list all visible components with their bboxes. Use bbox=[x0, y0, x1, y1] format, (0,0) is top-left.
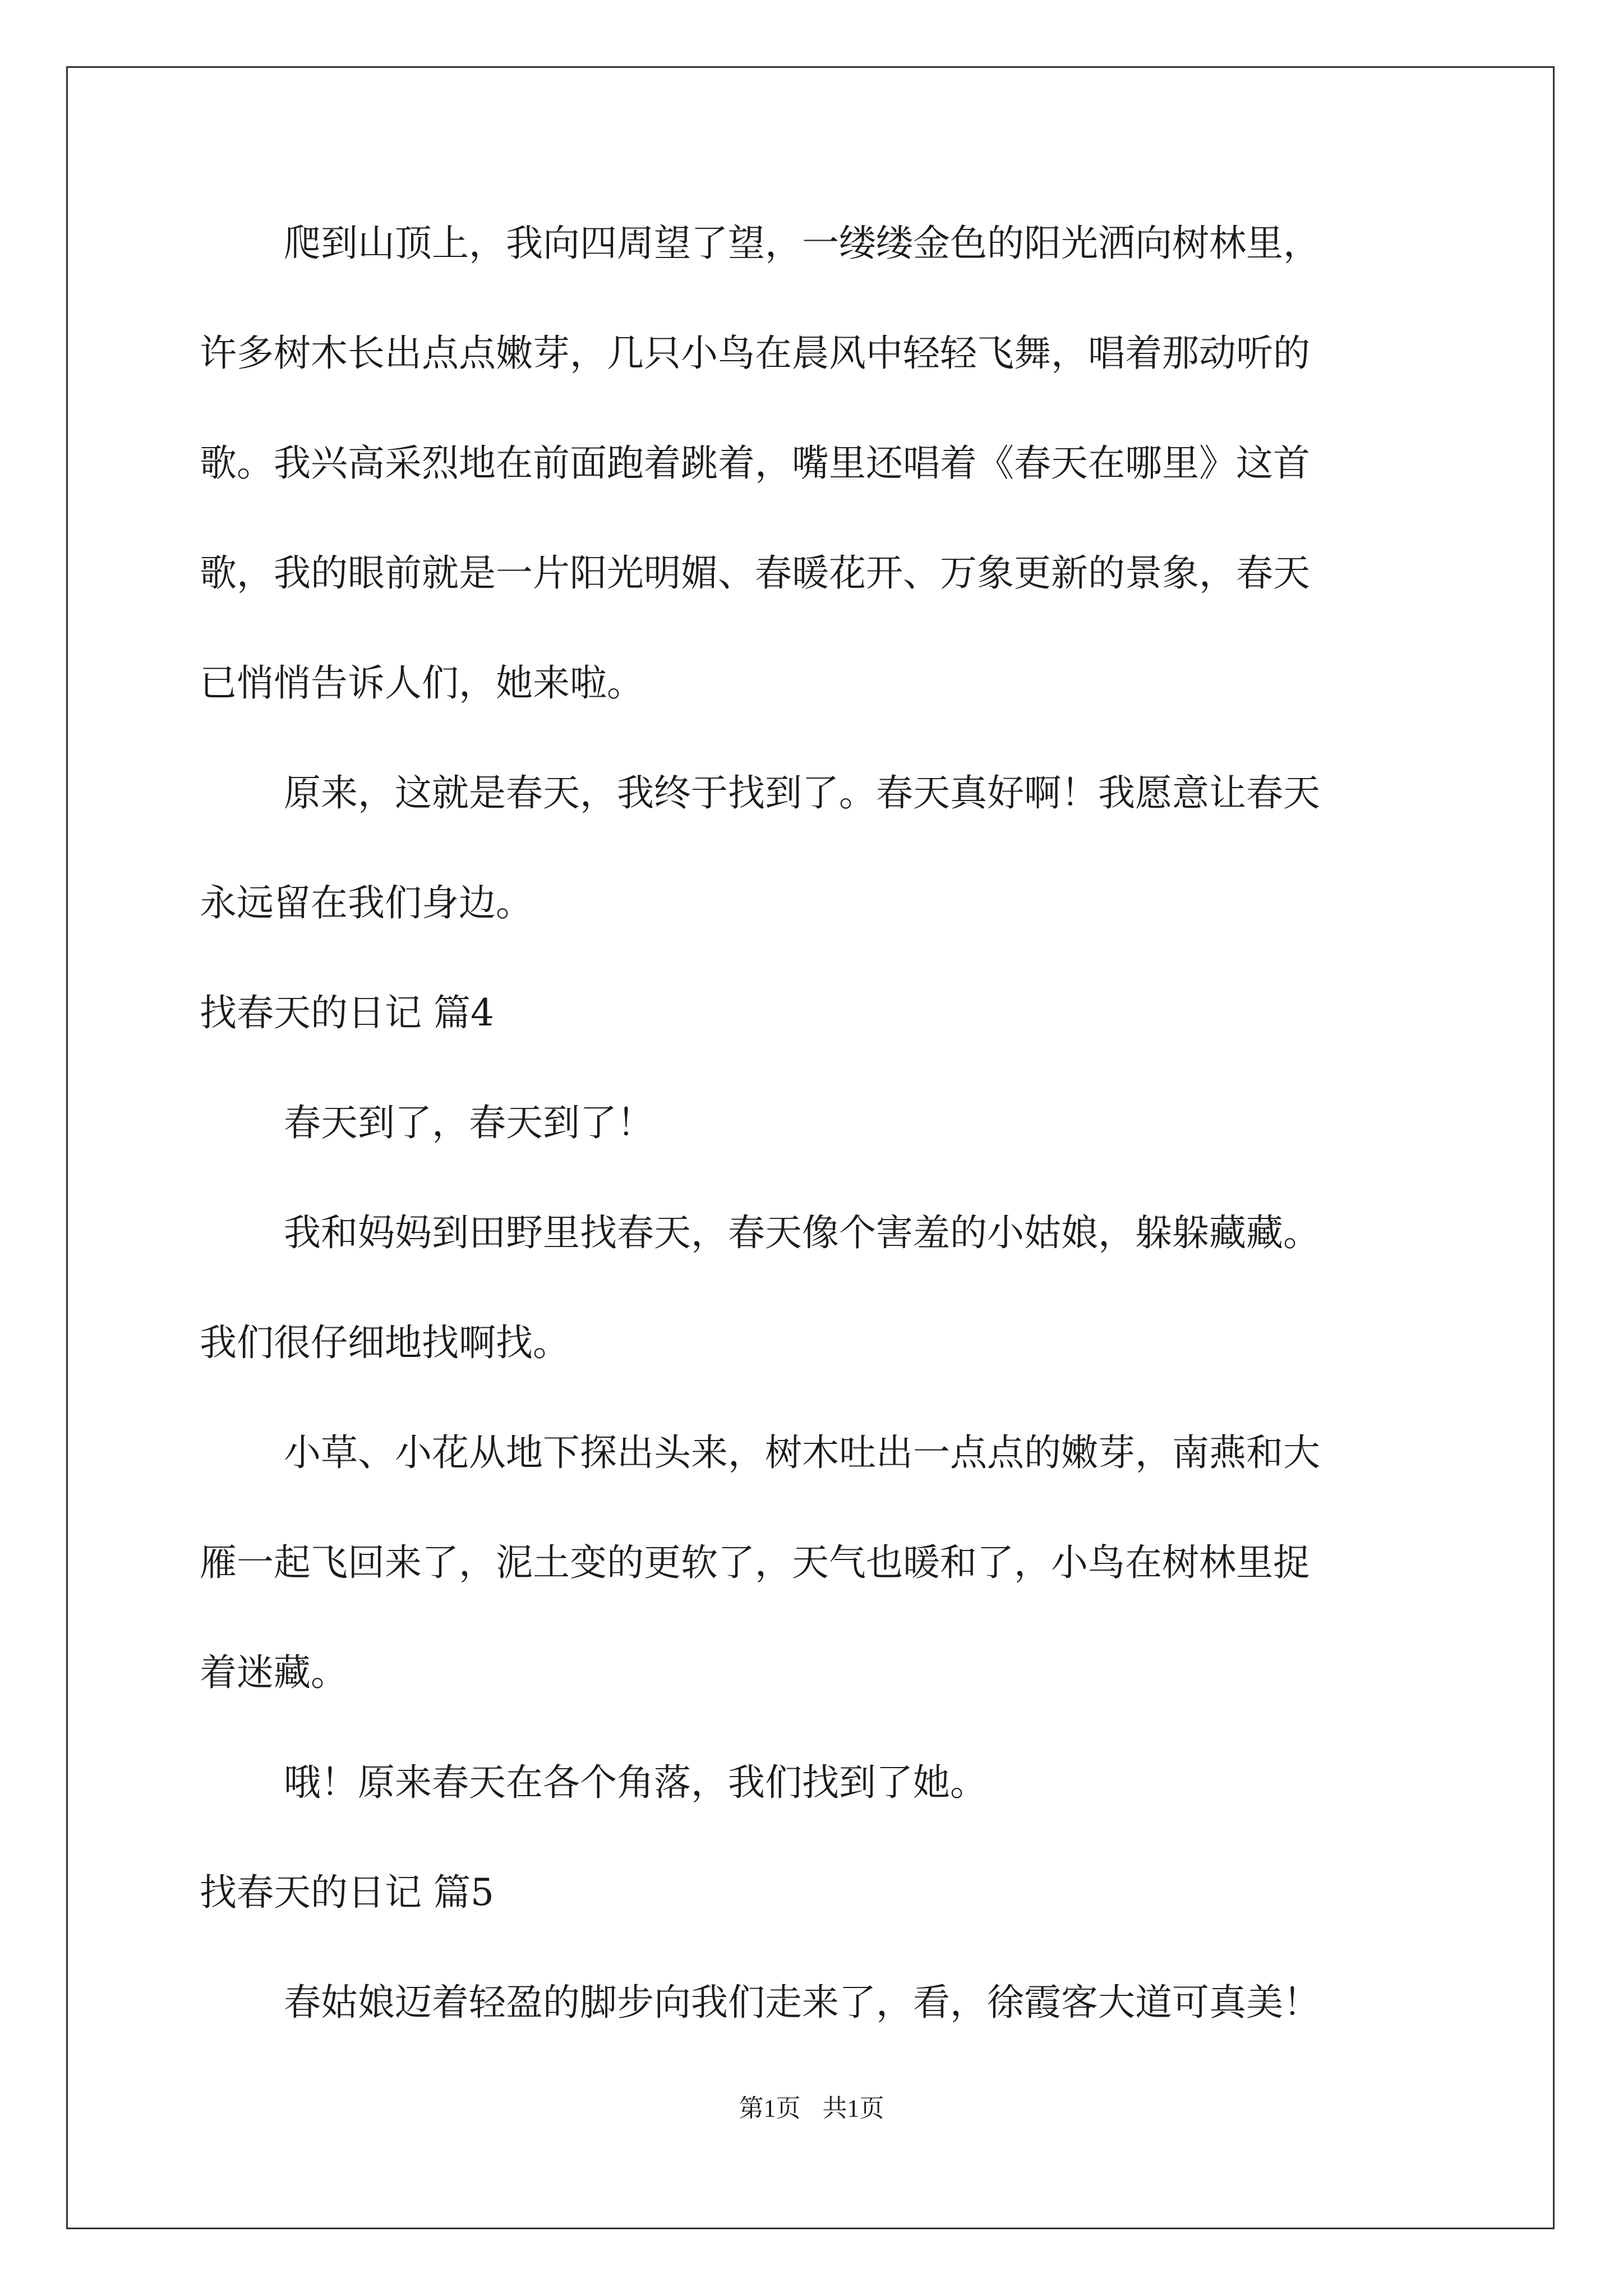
text-line: 歌。我兴高采烈地在前面跑着跳着，嘴里还唱着《春天在哪里》这首 bbox=[200, 441, 1310, 485]
section-heading: 找春天的日记 篇5 bbox=[200, 1871, 494, 1914]
page-number: 第1页 bbox=[739, 2095, 801, 2122]
text-line: 爬到山顶上，我向四周望了望，一缕缕金色的阳光洒向树林里， bbox=[284, 222, 1320, 265]
page-total: 共1页 bbox=[822, 2095, 884, 2122]
text-line: 雁一起飞回来了，泥土变的更软了，天气也暖和了，小鸟在树林里捉 bbox=[200, 1541, 1310, 1584]
text-line: 着迷藏。 bbox=[200, 1651, 348, 1694]
section-heading: 找春天的日记 篇4 bbox=[200, 991, 494, 1034]
text-line: 歌，我的眼前就是一片阳光明媚、春暖花开、万象更新的景象，春天 bbox=[200, 551, 1310, 595]
text-line: 许多树木长出点点嫩芽，几只小鸟在晨风中轻轻飞舞，唱着那动听的 bbox=[200, 332, 1310, 375]
text-line: 永远留在我们身边。 bbox=[200, 881, 533, 924]
text-line: 哦！原来春天在各个角落，我们找到了她。 bbox=[284, 1761, 987, 1804]
text-line: 我们很仔细地找啊找。 bbox=[200, 1321, 570, 1364]
text-line: 原来，这就是春天，我终于找到了。春天真好啊！我愿意让春天 bbox=[284, 771, 1320, 815]
document-body bbox=[200, 188, 1433, 2058]
text-line: 小草、小花从地下探出头来，树木吐出一点点的嫩芽，南燕和大 bbox=[284, 1431, 1320, 1474]
page-footer bbox=[0, 2088, 1623, 2124]
text-line: 已悄悄告诉人们，她来啦。 bbox=[200, 661, 644, 705]
text-line: 春姑娘迈着轻盈的脚步向我们走来了，看，徐霞客大道可真美！ bbox=[284, 1981, 1320, 2024]
text-line: 春天到了，春天到了！ bbox=[284, 1101, 654, 1144]
text-line: 我和妈妈到田野里找春天，春天像个害羞的小姑娘，躲躲藏藏。 bbox=[284, 1211, 1320, 1254]
